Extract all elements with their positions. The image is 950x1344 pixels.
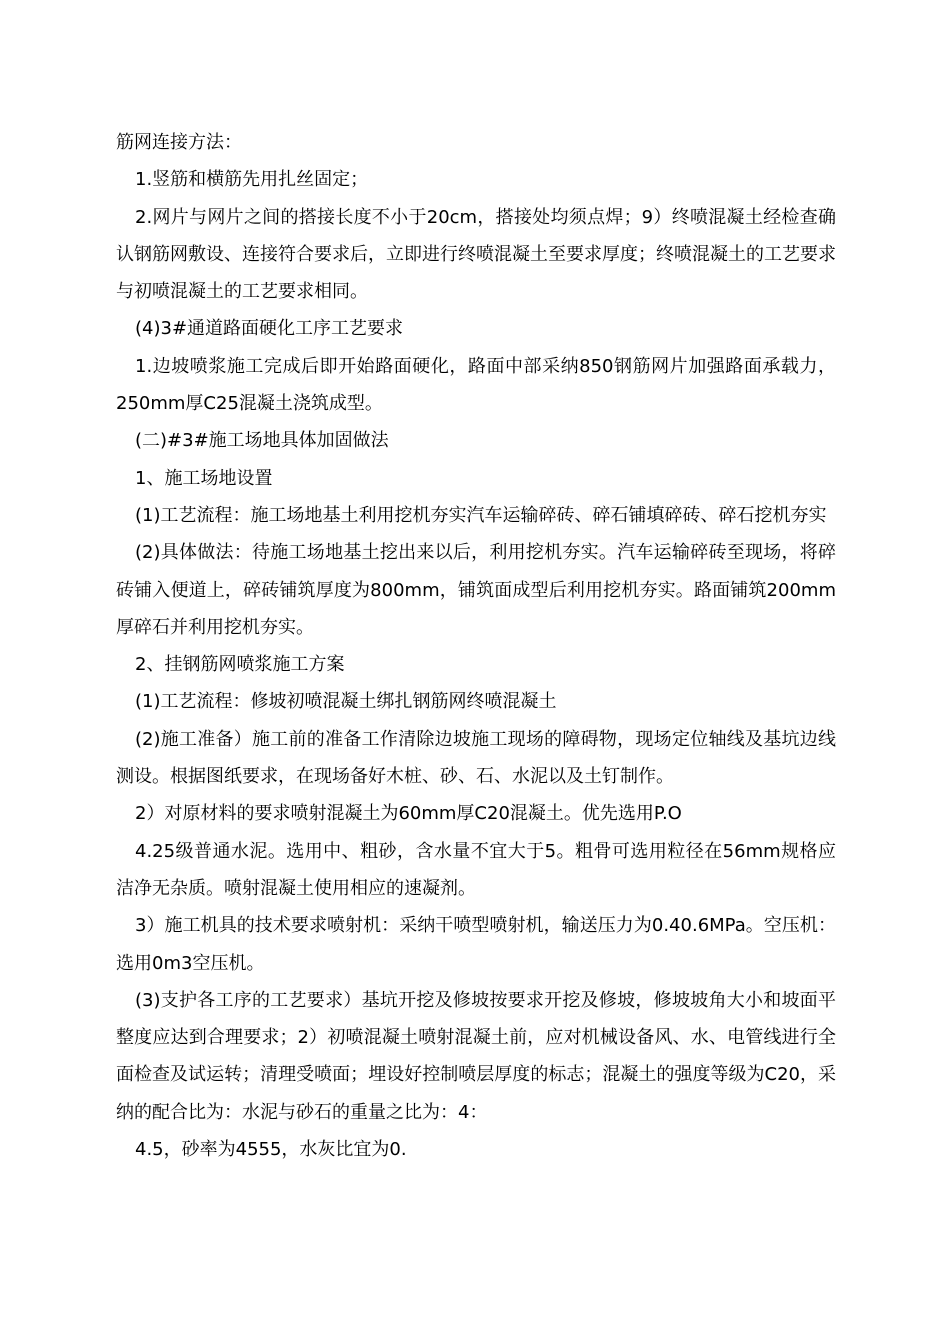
paragraph: (1)工艺流程：修坡初喷混凝土绑扎钢筋网终喷混凝土 bbox=[135, 691, 557, 713]
document-body bbox=[116, 124, 836, 1168]
paragraph: (2)施工准备）施工前的准备工作清除边坡施工现场的障碍物，现场定位轴线及基坑边线测设。根据图纸要求，在现场备好木桩、砂、石、水泥以及土钉制作。 bbox=[116, 728, 836, 788]
paragraph: (1)工艺流程：施工场地基土利用挖机夯实汽车运输碎砖、碎石铺填碎砖、碎石挖机夯实 bbox=[135, 504, 827, 526]
paragraph: 1.竖筋和横筋先用扎丝固定； bbox=[135, 169, 369, 191]
paragraph: 筋网连接方法： bbox=[116, 132, 242, 153]
paragraph: 1.边坡喷浆施工完成后即开始路面硬化，路面中部采纳850钢筋网片加强路面承载力，250mm厚C25混凝土浇筑成型。 bbox=[116, 355, 836, 415]
subsection-heading: 2、挂钢筋网喷浆施工方案 bbox=[135, 654, 345, 676]
paragraph: (4)3#通道路面硬化工序工艺要求 bbox=[135, 318, 404, 340]
paragraph: 4.25级普通水泥。选用中、粗砂，含水量不宜大于5。粗骨可选用粒径在56mm规格应洁净无杂质。喷射混凝土使用相应的速凝剂。 bbox=[116, 840, 836, 899]
section-heading: (二)#3#施工场地具体加固做法 bbox=[135, 430, 389, 452]
paragraph: 4.5，砂率为4555，水灰比宜为0. bbox=[135, 1139, 407, 1161]
paragraph: 2）对原材料的要求喷射混凝土为60mm厚C20混凝土。优先选用P.O bbox=[135, 803, 682, 825]
paragraph: (3)支护各工序的工艺要求）基坑开挖及修坡按要求开挖及修坡，修坡坡角大小和坡面平整度应达到合理要求；2）初喷混凝土喷射混凝土前，应对机械设备风、水、电管线进行全面检查及试运转；清理受喷面；埋设好控制喷层厚度的标志；混凝土的强度等级为C20，采纳的配合比为：水泥与砂石的重量之比为：4： bbox=[116, 989, 836, 1123]
subsection-heading: 1、施工场地设置 bbox=[135, 467, 273, 489]
paragraph: (2)具体做法：待施工场地基土挖出来以后，利用挖机夯实。汽车运输碎砖至现场，将碎砖铺入便道上，碎砖铺筑厚度为800mm，铺筑面成型后利用挖机夯实。路面铺筑200mm厚碎石并利用挖机夯实。 bbox=[116, 542, 836, 638]
paragraph: 3）施工机具的技术要求喷射机：采纳干喷型喷射机，输送压力为0.40.6MPa。空压机：选用0m3空压机。 bbox=[116, 915, 836, 974]
paragraph: 2.网片与网片之间的搭接长度不小于20cm，搭接处均须点焊；9）终喷混凝土经检查确认钢筋网敷设、连接符合要求后，立即进行终喷混凝土至要求厚度；终喷混凝土的工艺要求与初喷混凝土的工艺要求相同。 bbox=[116, 206, 836, 303]
